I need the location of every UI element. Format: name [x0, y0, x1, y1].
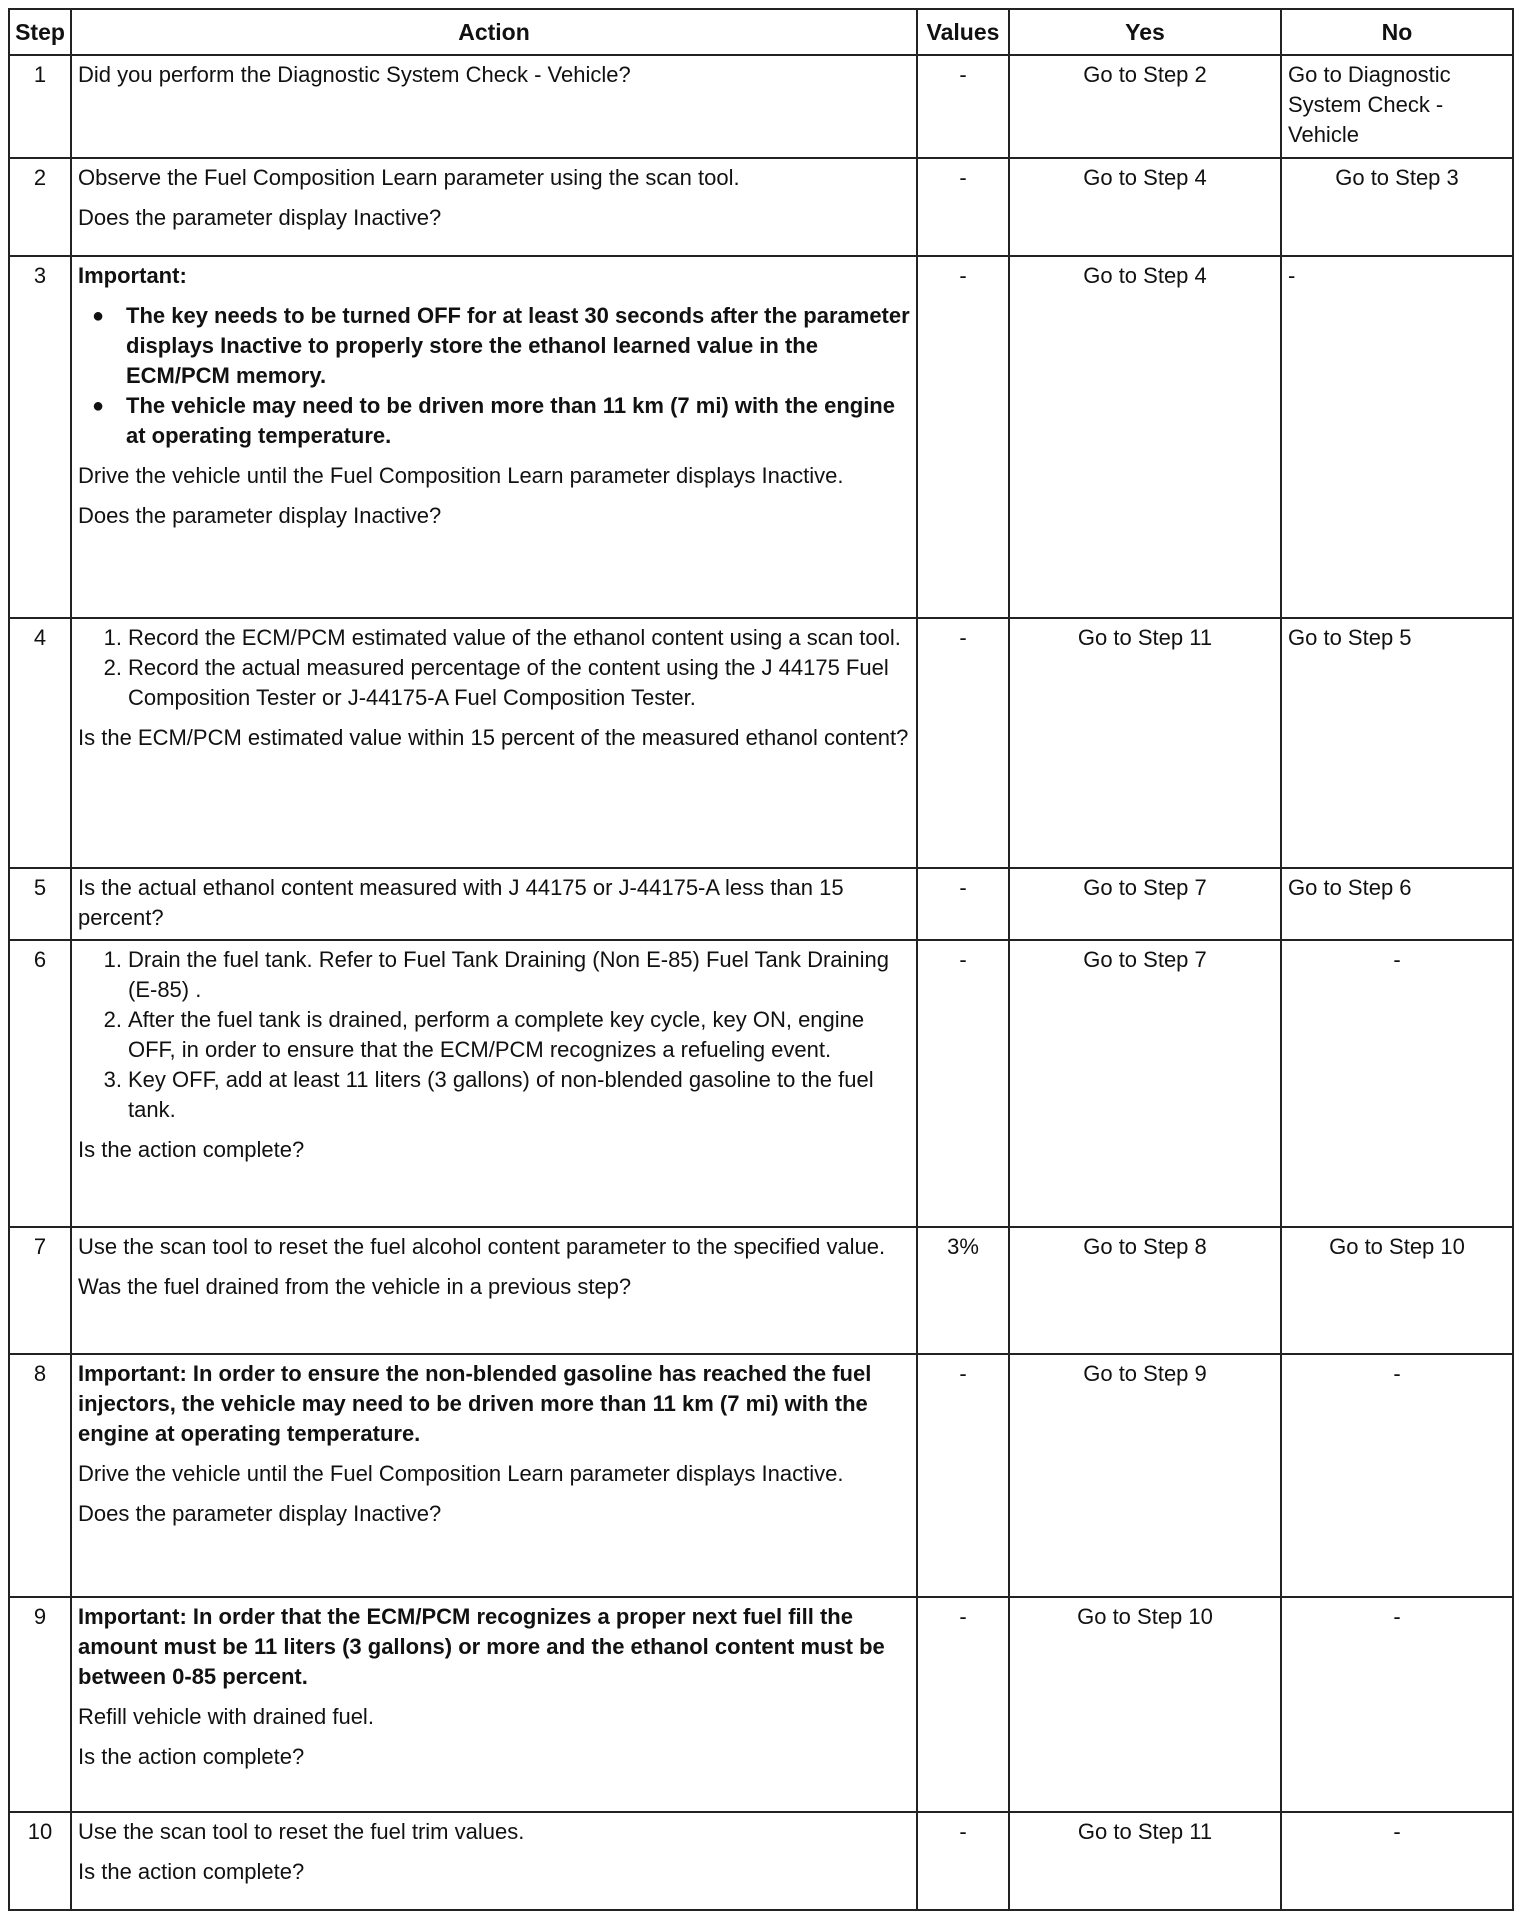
action-question: Does the parameter display Inactive? [78, 503, 442, 528]
procedure-step-text: Record the actual measured percentage of the content using the J 44175 Fuel Composition Tester or J-44175-A Fuel Composition Tester. [128, 655, 889, 710]
action-text: Drive the vehicle until the Fuel Composition Learn parameter displays Inactive. [78, 1461, 844, 1486]
table-row [9, 1227, 1513, 1354]
table-row [9, 618, 1513, 868]
action-text: Refill vehicle with drained fuel. [78, 1704, 374, 1729]
values-cell: - [917, 618, 1009, 868]
no-cell: - [1281, 1597, 1513, 1812]
procedure-step-text: After the fuel tank is drained, perform a complete key cycle, key ON, engine OFF, in order to ensure that the ECM/PCM recognizes a refueling event. [128, 1007, 865, 1062]
procedure-step [103, 653, 910, 713]
procedure-step-text: Key OFF, add at least 11 liters (3 gallons) of non-blended gasoline to the fuel tank. [128, 1067, 874, 1122]
action-cell [71, 256, 917, 618]
step-number: 3 [9, 256, 71, 618]
action-question: Was the fuel drained from the vehicle in a previous step? [78, 1274, 632, 1299]
values-cell: - [917, 55, 1009, 158]
table-row [9, 256, 1513, 618]
table-row [9, 940, 1513, 1227]
procedure-step-text: Drain the fuel tank. Refer to Fuel Tank Draining (Non E-85) Fuel Tank Draining (E-85) . [128, 947, 890, 1002]
values-cell: - [917, 1597, 1009, 1812]
action-cell [71, 1354, 917, 1597]
yes-cell: Go to Step 10 [1009, 1597, 1281, 1812]
procedure-step-number: 2. [103, 655, 122, 680]
values-cell: - [917, 158, 1009, 256]
header-action: Action [71, 9, 917, 55]
yes-cell: Go to Step 8 [1009, 1227, 1281, 1354]
header-row [9, 9, 1513, 55]
step-number: 2 [9, 158, 71, 256]
action-question: Does the parameter display Inactive? [78, 1501, 442, 1526]
action-question: Is the action complete? [78, 1137, 305, 1162]
action-cell [71, 940, 917, 1227]
procedure-step-number: 1. [103, 947, 122, 972]
bullet-item: ● The key needs to be turned OFF for at least 30 seconds after the parameter displays Inactive to properly store the ethanol learned value in the ECM/PCM memory. [126, 301, 910, 391]
values-cell: - [917, 940, 1009, 1227]
step-number: 5 [9, 868, 71, 940]
values-cell: - [917, 1812, 1009, 1910]
header-step: Step [9, 9, 71, 55]
procedure-step [103, 623, 910, 653]
header-values: Values [917, 9, 1009, 55]
diagnostic-table [8, 8, 1514, 1911]
no-cell: Go to Diagnostic System Check - Vehicle [1281, 55, 1513, 158]
action-question: Is the action complete? [78, 1744, 305, 1769]
action-text: Use the scan tool to reset the fuel alcohol content parameter to the specified value. [78, 1234, 886, 1259]
important-note: Important: In order that the ECM/PCM recognizes a proper next fuel fill the amount must be 11 liters (3 gallons) or more and the ethanol content must be between 0-85 percent. [78, 1604, 885, 1689]
step-number: 10 [9, 1812, 71, 1910]
no-cell: Go to Step 10 [1281, 1227, 1513, 1354]
table-row [9, 55, 1513, 158]
no-cell: - [1281, 940, 1513, 1227]
values-cell: - [917, 1354, 1009, 1597]
yes-cell: Go to Step 11 [1009, 1812, 1281, 1910]
values-cell: - [917, 256, 1009, 618]
step-number: 7 [9, 1227, 71, 1354]
step-number: 8 [9, 1354, 71, 1597]
yes-cell: Go to Step 7 [1009, 940, 1281, 1227]
procedure-step-number: 2. [103, 1007, 122, 1032]
important-note: Important: In order to ensure the non-blended gasoline has reached the fuel injectors, the vehicle may need to be driven more than 11 km (7 mi) with the engine at operating temperature. [78, 1361, 872, 1446]
table-row [9, 158, 1513, 256]
procedure-step-text: Record the ECM/PCM estimated value of the ethanol content using a scan tool. [128, 625, 901, 650]
procedure-list [78, 945, 910, 1125]
yes-cell: Go to Step 4 [1009, 158, 1281, 256]
procedure-step [103, 1005, 910, 1065]
procedure-step [103, 1065, 910, 1125]
no-cell: - [1281, 1812, 1513, 1910]
yes-cell: Go to Step 2 [1009, 55, 1281, 158]
values-cell: - [917, 868, 1009, 940]
bullet-item: ● The vehicle may need to be driven more than 11 km (7 mi) with the engine at operating temperature. [126, 391, 910, 451]
action-question: Is the action complete? [78, 1859, 305, 1884]
values-cell: 3% [917, 1227, 1009, 1354]
step-number: 9 [9, 1597, 71, 1812]
action-text: Observe the Fuel Composition Learn parameter using the scan tool. [78, 165, 740, 190]
action-cell [71, 1812, 917, 1910]
action-cell [71, 158, 917, 256]
no-cell: Go to Step 5 [1281, 618, 1513, 868]
table-row [9, 1597, 1513, 1812]
action-text: Use the scan tool to reset the fuel trim values. [78, 1819, 525, 1844]
action-text: Drive the vehicle until the Fuel Composition Learn parameter displays Inactive. [78, 463, 844, 488]
procedure-step-number: 1. [103, 625, 122, 650]
important-bullets [78, 301, 910, 451]
header-no: No [1281, 9, 1513, 55]
table-row [9, 1354, 1513, 1597]
no-cell: - [1281, 1354, 1513, 1597]
yes-cell: Go to Step 4 [1009, 256, 1281, 618]
header-yes: Yes [1009, 9, 1281, 55]
action-question: Does the parameter display Inactive? [78, 205, 442, 230]
step-number: 4 [9, 618, 71, 868]
yes-cell: Go to Step 9 [1009, 1354, 1281, 1597]
no-cell: - [1281, 256, 1513, 618]
step-number: 6 [9, 940, 71, 1227]
yes-cell: Go to Step 11 [1009, 618, 1281, 868]
action-question: Is the ECM/PCM estimated value within 15 percent of the measured ethanol content? [78, 725, 909, 750]
step-number: 1 [9, 55, 71, 158]
action-cell [71, 618, 917, 868]
table-row [9, 868, 1513, 940]
action-question: Is the actual ethanol content measured with J 44175 or J-44175-A less than 15 percent? [78, 875, 844, 930]
table-row [9, 1812, 1513, 1910]
action-cell [71, 1597, 917, 1812]
procedure-step-number: 3. [103, 1067, 122, 1092]
action-cell [71, 55, 917, 158]
action-cell [71, 868, 917, 940]
action-question: Did you perform the Diagnostic System Check - Vehicle? [78, 62, 631, 87]
important-label: Important: [78, 263, 187, 288]
action-cell [71, 1227, 917, 1354]
no-cell: Go to Step 6 [1281, 868, 1513, 940]
procedure-step [103, 945, 910, 1005]
yes-cell: Go to Step 7 [1009, 868, 1281, 940]
no-cell: Go to Step 3 [1281, 158, 1513, 256]
procedure-list [78, 623, 910, 713]
